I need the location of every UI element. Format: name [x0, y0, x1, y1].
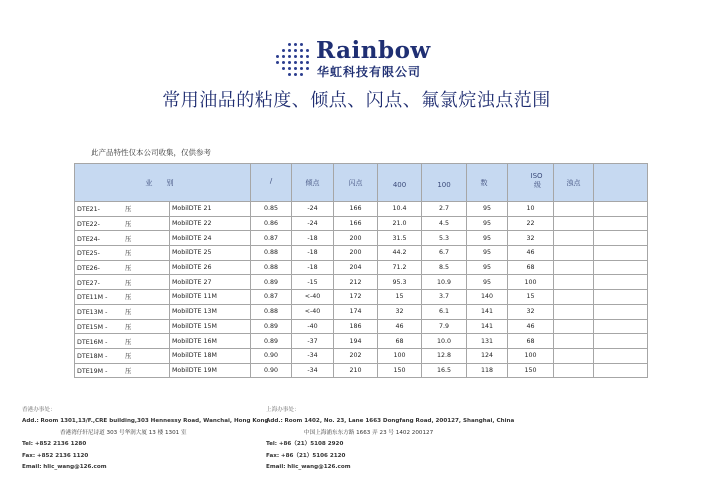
cell-density: 0.88: [251, 260, 292, 275]
cell-empty: [594, 304, 648, 319]
category-type: 压: [125, 353, 132, 361]
cell-v100: 6.1: [422, 304, 467, 319]
category-code: DTE21-: [77, 206, 100, 214]
cell-flash: 172: [334, 290, 378, 305]
cell-density: 0.88: [251, 304, 292, 319]
cell-category: [75, 202, 170, 217]
logo-dot: [300, 43, 303, 46]
hk-address-cn: 香港湾仔轩尼诗道 303 号华润大厦 13 楼 1301 室: [60, 429, 187, 436]
logo-dot: [282, 61, 285, 64]
sh-email: Email: hlic_wang@126.com: [266, 464, 351, 471]
cell-iso: 32: [508, 231, 554, 246]
header-pour-point: 倾点: [292, 164, 334, 202]
cell-cloud: [554, 334, 594, 349]
sh-tel-value: +86（21）5108 2920: [278, 441, 344, 448]
cell-pour: <-40: [292, 304, 334, 319]
table-row: [75, 216, 648, 231]
sh-email-link[interactable]: hlic_wang@126.com: [287, 464, 351, 471]
logo-dot: [300, 61, 303, 64]
table-row: [75, 290, 648, 305]
table-row: [75, 246, 648, 261]
cell-flash: 212: [334, 275, 378, 290]
logo-dot: [294, 43, 297, 46]
cell-product: MobilDTE 25: [170, 246, 251, 261]
cell-vi: 140: [467, 290, 508, 305]
cell-cloud: [554, 275, 594, 290]
cell-cloud: [554, 260, 594, 275]
cell-v40: 15: [378, 290, 422, 305]
hk-email: Email: hlic_wang@126.com: [22, 464, 107, 471]
cell-density: 0.89: [251, 275, 292, 290]
header-iso-label: ISO: [530, 172, 543, 181]
cell-pour: -24: [292, 216, 334, 231]
cell-v40: 150: [378, 363, 422, 378]
category-type: 压: [125, 221, 132, 229]
cell-flash: 166: [334, 216, 378, 231]
sh-office-label: 上海办事处：: [266, 407, 300, 413]
cell-pour: -34: [292, 363, 334, 378]
hk-office-label: 香港办事处：: [22, 407, 56, 413]
cell-cloud: [554, 319, 594, 334]
logo-dot: [294, 49, 297, 52]
cell-category: [75, 348, 170, 363]
cell-empty: [594, 363, 648, 378]
cell-v40: 46: [378, 319, 422, 334]
logo-dot: [282, 67, 285, 70]
company-logo: [276, 37, 431, 80]
cell-pour: -34: [292, 348, 334, 363]
hk-fax: Fax: +852 2136 1120: [22, 452, 89, 459]
logo-dot: [288, 61, 291, 64]
cell-empty: [594, 246, 648, 261]
table-row: [75, 260, 648, 275]
category-code: DTE11M -: [77, 294, 108, 302]
cell-v40: 21.0: [378, 216, 422, 231]
cell-v100: 8.5: [422, 260, 467, 275]
category-type: 压: [125, 250, 132, 258]
header-viscosity-index: 数: [467, 164, 508, 202]
cell-product: MobilDTE 16M: [170, 334, 251, 349]
cell-cloud: [554, 304, 594, 319]
header-grade-label: 级: [534, 180, 542, 189]
category-type: 压: [125, 367, 132, 375]
logo-dot: [294, 55, 297, 58]
cell-product: MobilDTE 24: [170, 231, 251, 246]
cell-empty: [594, 275, 648, 290]
cell-v100: 2.7: [422, 202, 467, 217]
cell-empty: [594, 319, 648, 334]
cell-category: [75, 334, 170, 349]
cell-density: 0.90: [251, 348, 292, 363]
logo-dot: [294, 67, 297, 70]
cell-density: 0.87: [251, 290, 292, 305]
header-viscosity-100: 100: [422, 164, 467, 202]
table-row: [75, 334, 648, 349]
cell-category: [75, 319, 170, 334]
cell-v100: 6.7: [422, 246, 467, 261]
cell-v40: 44.2: [378, 246, 422, 261]
cell-vi: 141: [467, 304, 508, 319]
disclaimer-note: 此产品特性仅本公司收集，仅供参考: [91, 148, 211, 157]
cell-v40: 95.3: [378, 275, 422, 290]
logo-dot: [276, 55, 279, 58]
cell-pour: -18: [292, 231, 334, 246]
cell-iso: 15: [508, 290, 554, 305]
cell-empty: [594, 348, 648, 363]
category-code: DTE24-: [77, 235, 100, 243]
logo-dot: [306, 55, 309, 58]
sh-fax-value: +86（21）5106 2120: [280, 452, 346, 459]
cell-density: 0.86: [251, 216, 292, 231]
cell-product: MobilDTE 15M: [170, 319, 251, 334]
cell-v100: 5.3: [422, 231, 467, 246]
table-row: [75, 275, 648, 290]
logo-dot: [276, 61, 279, 64]
cell-product: MobilDTE 11M: [170, 290, 251, 305]
brand-name-cn: 华虹科技有限公司: [317, 65, 422, 79]
header-density: /: [251, 164, 292, 202]
cell-cloud: [554, 231, 594, 246]
cell-pour: -24: [292, 202, 334, 217]
cell-iso: 10: [508, 202, 554, 217]
logo-dot: [306, 49, 309, 52]
header-empty: [594, 164, 648, 202]
category-type: 压: [125, 235, 132, 243]
cell-category: [75, 275, 170, 290]
cell-product: MobilDTE 19M: [170, 363, 251, 378]
table-row: [75, 348, 648, 363]
brand-name: Rainbow: [316, 37, 431, 64]
hk-tel: Tel: +852 2136 1280: [22, 441, 87, 448]
cell-product: MobilDTE 22: [170, 216, 251, 231]
table-row: [75, 202, 648, 217]
cell-cloud: [554, 290, 594, 305]
cell-v100: 16.5: [422, 363, 467, 378]
cell-product: MobilDTE 26: [170, 260, 251, 275]
sh-fax: Fax: +86（21）5106 2120: [266, 452, 346, 459]
logo-dot: [288, 43, 291, 46]
category-code: DTE16M -: [77, 338, 108, 346]
logo-dot: [288, 55, 291, 58]
cell-empty: [594, 334, 648, 349]
logo-dot: [288, 49, 291, 52]
logo-dot: [300, 73, 303, 76]
cell-pour: -15: [292, 275, 334, 290]
logo-dot: [288, 73, 291, 76]
cell-density: 0.89: [251, 319, 292, 334]
cell-empty: [594, 216, 648, 231]
cell-iso: 32: [508, 304, 554, 319]
cell-iso: 22: [508, 216, 554, 231]
header-category: 业 别: [75, 164, 251, 202]
cell-v40: 68: [378, 334, 422, 349]
cell-cloud: [554, 216, 594, 231]
logo-dot: [306, 61, 309, 64]
table-row: [75, 363, 648, 378]
category-type: 压: [125, 206, 132, 214]
cell-vi: 95: [467, 231, 508, 246]
logo-dot: [294, 73, 297, 76]
header-cloud-point: 浊点: [554, 164, 594, 202]
hk-tel-value: +852 2136 1280: [34, 441, 87, 448]
cell-vi: 118: [467, 363, 508, 378]
category-type: 压: [125, 309, 132, 317]
cell-density: 0.90: [251, 363, 292, 378]
logo-dot: [288, 67, 291, 70]
cell-v100: 7.9: [422, 319, 467, 334]
cell-pour: -37: [292, 334, 334, 349]
cell-v40: 31.5: [378, 231, 422, 246]
cell-category: [75, 246, 170, 261]
cell-cloud: [554, 202, 594, 217]
cell-v40: 71.2: [378, 260, 422, 275]
cell-product: MobilDTE 13M: [170, 304, 251, 319]
table-row: [75, 304, 648, 319]
table-row: [75, 231, 648, 246]
category-code: DTE25-: [77, 250, 100, 258]
cell-category: [75, 216, 170, 231]
cell-flash: 174: [334, 304, 378, 319]
logo-dot: [300, 55, 303, 58]
cell-v40: 10.4: [378, 202, 422, 217]
cell-cloud: [554, 363, 594, 378]
header-flash-point: 闪点: [334, 164, 378, 202]
logo-dot: [300, 49, 303, 52]
cell-category: [75, 290, 170, 305]
cell-v100: 4.5: [422, 216, 467, 231]
oil-properties-table: [74, 163, 648, 378]
cell-flash: 204: [334, 260, 378, 275]
cell-density: 0.87: [251, 231, 292, 246]
cell-pour: -18: [292, 246, 334, 261]
cell-flash: 210: [334, 363, 378, 378]
cell-iso: 68: [508, 334, 554, 349]
category-type: 压: [125, 279, 132, 287]
hk-fax-value: +852 2136 1120: [36, 452, 89, 459]
cell-vi: 95: [467, 246, 508, 261]
cell-vi: 141: [467, 319, 508, 334]
hk-email-link[interactable]: hlic_wang@126.com: [43, 464, 107, 471]
cell-vi: 131: [467, 334, 508, 349]
logo-dot: [282, 49, 285, 52]
cell-v100: 12.8: [422, 348, 467, 363]
logo-dot: [282, 55, 285, 58]
sh-address: Add.: Room 1402, No. 23, Lane 1663 Dongfang Road, 200127, Shanghai, China: [266, 418, 515, 425]
logo-dot: [294, 61, 297, 64]
category-code: DTE19M -: [77, 367, 108, 375]
category-code: DTE27-: [77, 279, 100, 287]
cell-v40: 100: [378, 348, 422, 363]
cell-vi: 95: [467, 260, 508, 275]
cell-category: [75, 260, 170, 275]
cell-iso: 46: [508, 319, 554, 334]
cell-v100: 3.7: [422, 290, 467, 305]
cell-vi: 124: [467, 348, 508, 363]
cell-pour: <-40: [292, 290, 334, 305]
cell-v40: 32: [378, 304, 422, 319]
cell-iso: 100: [508, 348, 554, 363]
cell-cloud: [554, 348, 594, 363]
table-header-row: [75, 164, 648, 202]
category-code: DTE13M -: [77, 309, 108, 317]
category-type: 压: [125, 294, 132, 302]
category-type: 压: [125, 265, 132, 273]
sh-tel: Tel: +86（21）5108 2920: [266, 441, 344, 448]
cell-flash: 194: [334, 334, 378, 349]
hk-address: Add.: Room 1301,13/F.,CRE building,303 Hennessy Road, Wanchai, Hong Kong: [22, 418, 269, 425]
table-row: [75, 319, 648, 334]
cell-empty: [594, 290, 648, 305]
cell-empty: [594, 202, 648, 217]
cell-flash: 166: [334, 202, 378, 217]
cell-flash: 200: [334, 231, 378, 246]
cell-flash: 186: [334, 319, 378, 334]
header-iso-grade: [508, 164, 554, 202]
header-viscosity-40: 400: [378, 164, 422, 202]
cell-category: [75, 231, 170, 246]
logo-dot: [306, 67, 309, 70]
hk-address-en: Room 1301,13/F.,CRE building,303 Hennessy Road, Wanchai, Hong Kong: [40, 418, 269, 425]
cell-iso: 46: [508, 246, 554, 261]
footer-sh-office: [266, 405, 566, 473]
page-title: 常用油品的粘度、倾点、闪点、氟氯烷浊点范围: [162, 90, 551, 111]
category-type: 压: [125, 338, 132, 346]
cell-vi: 95: [467, 202, 508, 217]
category-code: DTE26-: [77, 265, 100, 273]
cell-product: MobilDTE 21: [170, 202, 251, 217]
cell-cloud: [554, 246, 594, 261]
cell-iso: 150: [508, 363, 554, 378]
cell-empty: [594, 231, 648, 246]
category-code: DTE15M -: [77, 323, 108, 331]
cell-product: MobilDTE 18M: [170, 348, 251, 363]
category-type: 压: [125, 323, 132, 331]
cell-empty: [594, 260, 648, 275]
logo-dots-icon: [276, 40, 312, 80]
cell-iso: 68: [508, 260, 554, 275]
sh-address-cn: 中国上海浦东东方路 1663 弄 23 号 1402 200127: [304, 429, 434, 436]
logo-dot: [300, 67, 303, 70]
cell-density: 0.88: [251, 246, 292, 261]
cell-pour: -40: [292, 319, 334, 334]
cell-v100: 10.0: [422, 334, 467, 349]
sh-address-en: Room 1402, No. 23, Lane 1663 Dongfang Road, 200127, Shanghai, China: [284, 418, 515, 425]
cell-flash: 200: [334, 246, 378, 261]
category-code: DTE18M -: [77, 353, 108, 361]
cell-category: [75, 363, 170, 378]
category-code: DTE22-: [77, 221, 100, 229]
cell-product: MobilDTE 27: [170, 275, 251, 290]
cell-vi: 95: [467, 275, 508, 290]
cell-density: 0.89: [251, 334, 292, 349]
cell-category: [75, 304, 170, 319]
cell-iso: 100: [508, 275, 554, 290]
cell-v100: 10.9: [422, 275, 467, 290]
cell-density: 0.85: [251, 202, 292, 217]
cell-pour: -18: [292, 260, 334, 275]
cell-vi: 95: [467, 216, 508, 231]
cell-flash: 202: [334, 348, 378, 363]
